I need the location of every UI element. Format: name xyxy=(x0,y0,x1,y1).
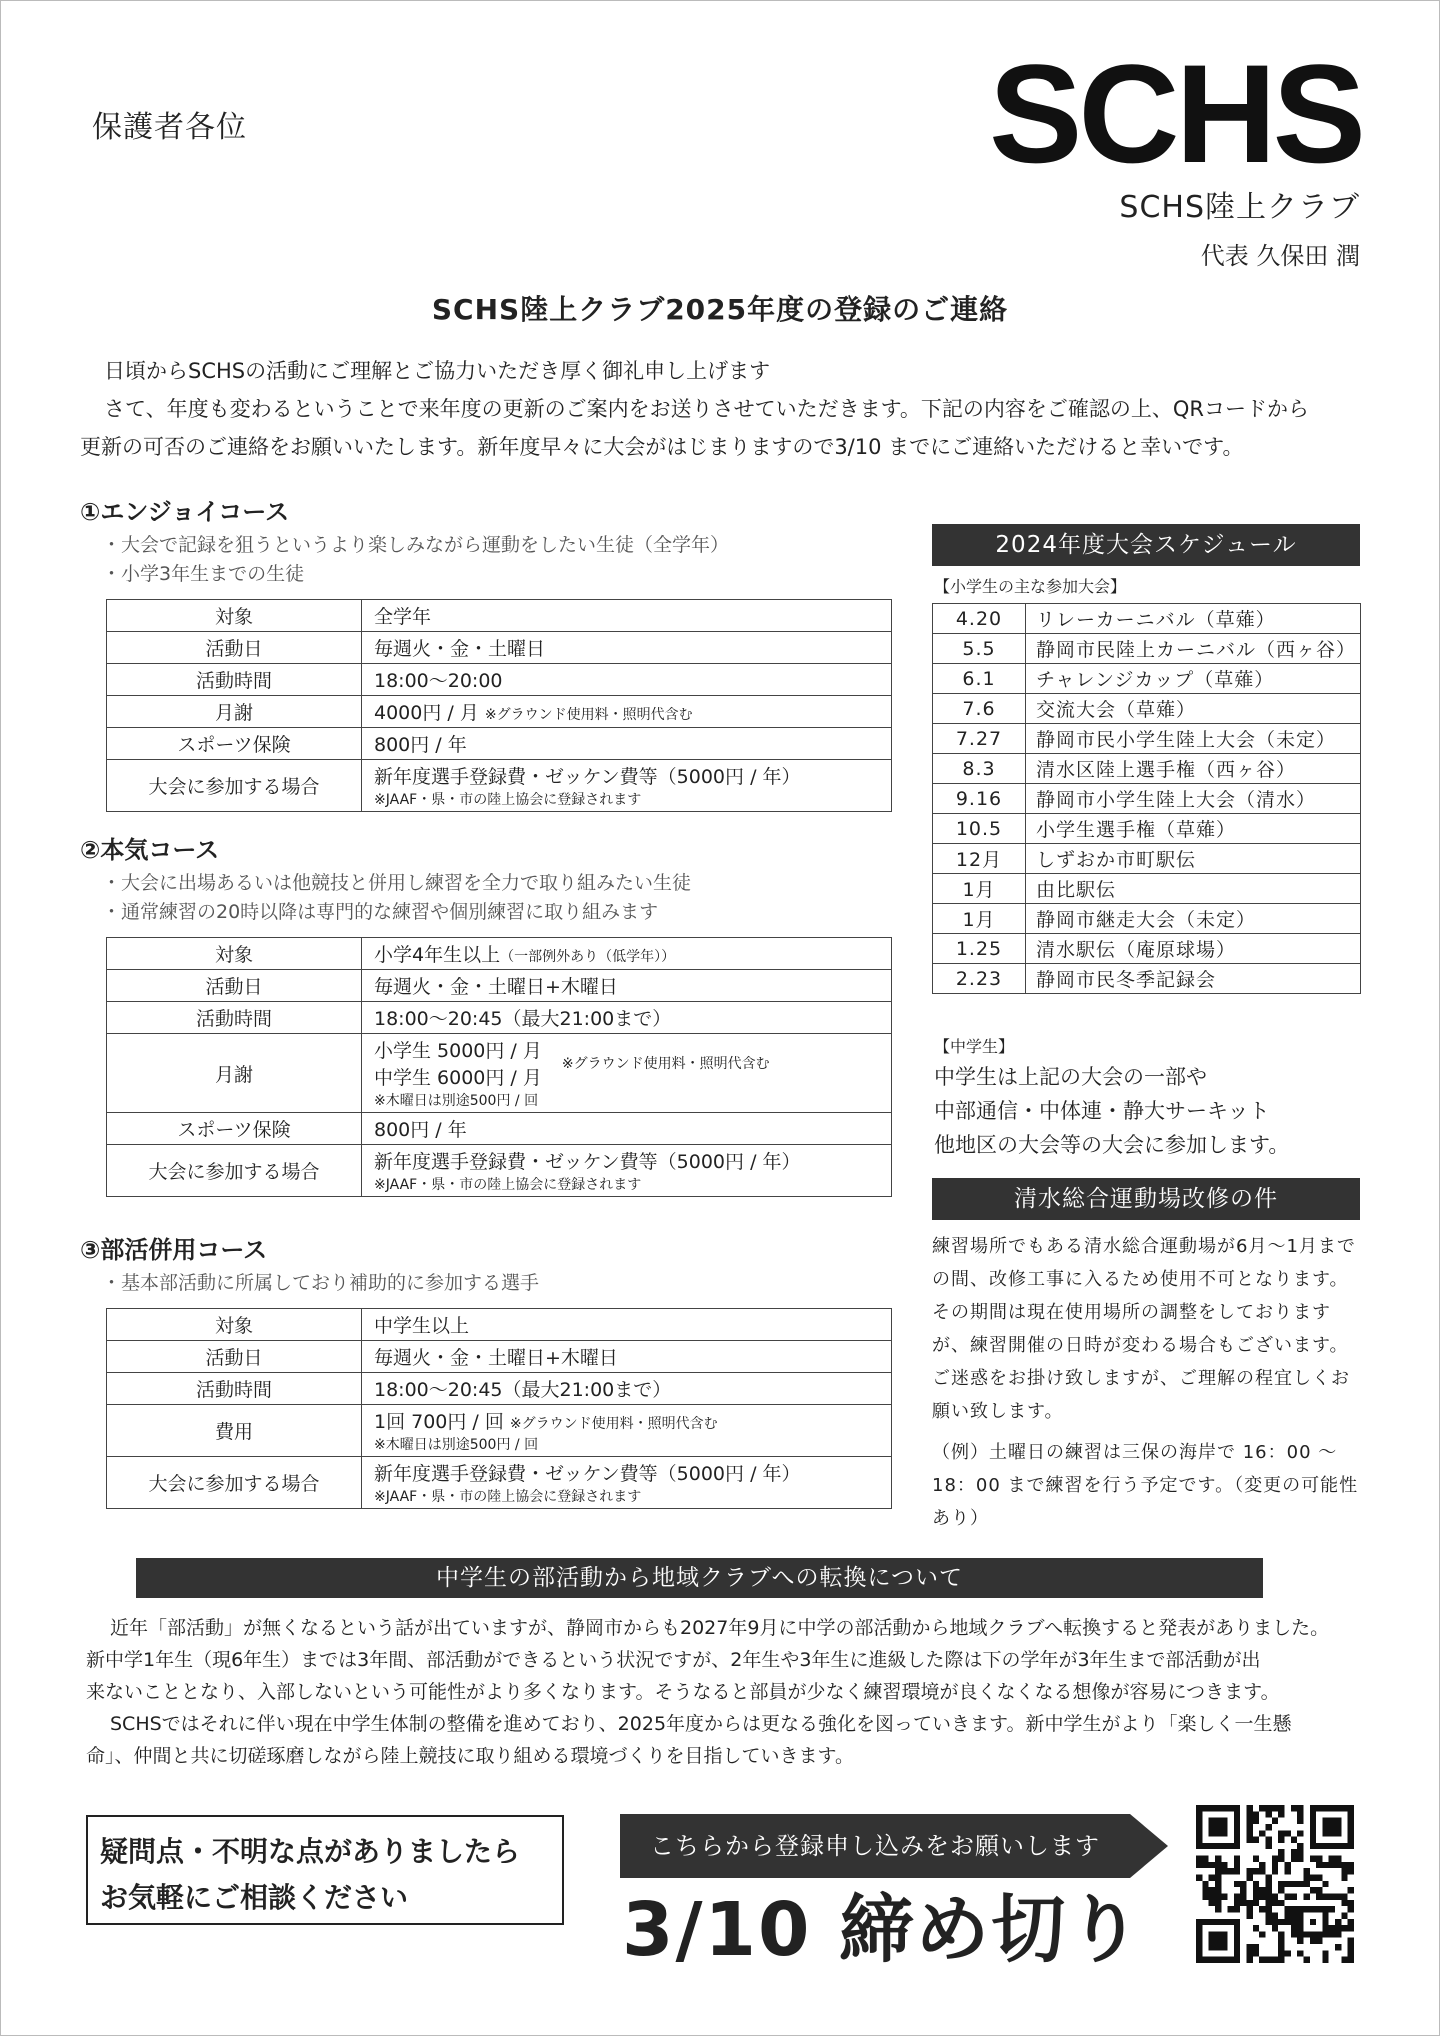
transition-line: SCHSではそれに伴い現在中学生体制の整備を進めており、2025年度からは更なる強化を図っていきます。新中学生がより「楽しく一生懸 xyxy=(110,1713,1292,1735)
schedule-date: 10.5 xyxy=(933,814,1026,844)
course-enjoy xyxy=(80,492,892,812)
contact-box xyxy=(86,1815,564,1925)
fee-thursday: ※木曜日は別途500円 / 回 xyxy=(374,1093,539,1109)
row-value: 800円 / 年 xyxy=(362,728,892,760)
target-value: 小学4年生以上 xyxy=(374,944,501,966)
table-row xyxy=(107,1034,892,1113)
course-table xyxy=(106,937,892,1197)
table-row xyxy=(107,1341,892,1373)
qr-code-icon[interactable] xyxy=(1196,1805,1354,1963)
schedule-row xyxy=(933,964,1361,994)
row-value: 毎週火・金・土曜日+木曜日 xyxy=(362,1341,892,1373)
row-value xyxy=(362,1405,892,1457)
schedule-row xyxy=(933,784,1361,814)
intro-line: さて、年度も変わるということで来年度の更新のご案内をお送りさせていただきます。下記の内容をご確認の上、QRコードから xyxy=(104,397,1310,421)
schedule-event: 由比駅伝 xyxy=(1026,874,1361,904)
schedule-event: 静岡市継走大会（未定） xyxy=(1026,904,1361,934)
intro-line: 更新の可否のご連絡をお願いいたします。新年度早々に大会がはじまりますので3/10 までにご連絡いただけると幸いです。 xyxy=(80,435,1244,459)
table-row xyxy=(107,1113,892,1145)
row-value xyxy=(362,760,892,812)
course-title: ②本気コース xyxy=(80,836,220,864)
addressee: 保護者各位 xyxy=(92,110,247,145)
schedule-row xyxy=(933,604,1361,634)
junior-text xyxy=(934,1060,1289,1162)
table-row xyxy=(107,1309,892,1341)
course-title: ③部活併用コース xyxy=(80,1236,268,1264)
schedule-row xyxy=(933,664,1361,694)
fee-thursday: ※木曜日は別途500円 / 回 xyxy=(374,1437,539,1453)
schedule-row xyxy=(933,724,1361,754)
meet-value: 新年度選手登録費・ゼッケン費等（5000円 / 年） xyxy=(374,766,801,788)
junior-line: 中学生は上記の大会の一部や xyxy=(934,1065,1207,1089)
row-key: 大会に参加する場合 xyxy=(107,1145,362,1197)
schedule-event: 静岡市民小学生陸上大会（未定） xyxy=(1026,724,1361,754)
row-key: スポーツ保険 xyxy=(107,1113,362,1145)
table-row xyxy=(107,1145,892,1197)
row-key: 大会に参加する場合 xyxy=(107,760,362,812)
transition-line: 来ないこととなり、入部しないという可能性がより多くなります。そうなると部員が少なく練習環境が良くなくなる想像が容易につきます。 xyxy=(86,1681,1280,1703)
row-key: 月謝 xyxy=(107,696,362,728)
fee-value: 4000円 / 月 xyxy=(374,702,479,724)
apply-label: こちらから登録申し込みをお願いします xyxy=(650,1832,1100,1860)
schedule-event: チャレンジカップ（草薙） xyxy=(1026,664,1361,694)
row-key: 費用 xyxy=(107,1405,362,1457)
table-row xyxy=(107,728,892,760)
schedule-date: 8.3 xyxy=(933,754,1026,784)
course-club xyxy=(80,1230,892,1509)
schedule-date: 5.5 xyxy=(933,634,1026,664)
row-value xyxy=(362,1145,892,1197)
representative: 代表 久保田 潤 xyxy=(1200,242,1360,270)
row-key: 対象 xyxy=(107,600,362,632)
page-title: SCHS陸上クラブ2025年度の登録のご連絡 xyxy=(431,293,1009,326)
renovation-example: （例）土曜日の練習は三保の海岸で 16：00 ～ 18：00 まで練習を行う予定です。（変更の可能性あり） xyxy=(932,1442,1359,1529)
row-key: 活動日 xyxy=(107,1341,362,1373)
fee-value: 1回 700円 / 回 xyxy=(374,1411,504,1433)
junior-line: 他地区の大会等の大会に参加します。 xyxy=(934,1133,1290,1157)
row-key: 活動日 xyxy=(107,632,362,664)
schedule-event: しずおか市町駅伝 xyxy=(1026,844,1361,874)
fee-note: ※グラウンド使用料・照明代含む xyxy=(509,1416,718,1432)
row-value xyxy=(362,938,892,970)
row-value: 800円 / 年 xyxy=(362,1113,892,1145)
schedule-date: 4.20 xyxy=(933,604,1026,634)
table-row xyxy=(107,1002,892,1034)
table-row xyxy=(107,760,892,812)
schedule-event: 静岡市小学生陸上大会（清水） xyxy=(1026,784,1361,814)
fee-lines xyxy=(374,1036,542,1090)
schedule-date: 7.6 xyxy=(933,694,1026,724)
schedule-date: 7.27 xyxy=(933,724,1026,754)
course-note: ・大会で記録を狙うというより楽しみながら運動をしたい生徒（全学年） xyxy=(102,534,730,556)
junior-line: 中部通信・中体連・静大サーキット xyxy=(934,1099,1270,1123)
table-row xyxy=(107,1373,892,1405)
course-table xyxy=(106,1308,892,1509)
schedule-row xyxy=(933,754,1361,784)
row-key: 活動時間 xyxy=(107,1002,362,1034)
meet-value: 新年度選手登録費・ゼッケン費等（5000円 / 年） xyxy=(374,1151,801,1173)
transition-text xyxy=(86,1612,1386,1772)
course-note: ・基本部活動に所属しており補助的に参加する選手 xyxy=(102,1272,540,1294)
row-value xyxy=(362,696,892,728)
table-row xyxy=(107,1457,892,1509)
course-table xyxy=(106,599,892,812)
schedule-event: 小学生選手権（草薙） xyxy=(1026,814,1361,844)
schedule-row xyxy=(933,904,1361,934)
row-value: 毎週火・金・土曜日+木曜日 xyxy=(362,970,892,1002)
fee-junior: 中学生 6000円 / 月 xyxy=(374,1067,542,1089)
table-row xyxy=(107,664,892,696)
schedule-table xyxy=(932,603,1361,994)
meet-note: ※JAAF・県・市の陸上協会に登録されます xyxy=(374,1177,642,1193)
table-row xyxy=(107,632,892,664)
schedule-event: 静岡市民陸上カーニバル（西ヶ谷） xyxy=(1026,634,1361,664)
junior-label: 【中学生】 xyxy=(934,1037,1015,1056)
fee-elementary: 小学生 5000円 / 月 xyxy=(374,1040,542,1062)
course-serious xyxy=(80,830,892,1197)
intro-text xyxy=(80,352,1370,466)
transition-line: 近年「部活動」が無くなるという話が出ていますが、静岡市からも2027年9月に中学の部活動から地域クラブへ転換すると発表がありました。 xyxy=(110,1617,1330,1639)
course-note: ・通常練習の20時以降は専門的な練習や個別練習に取り組みます xyxy=(102,901,659,923)
intro-line: 日頃からSCHSの活動にご理解とご協力いただき厚く御礼申し上げます xyxy=(104,359,771,383)
row-key: 対象 xyxy=(107,1309,362,1341)
meet-value: 新年度選手登録費・ゼッケン費等（5000円 / 年） xyxy=(374,1463,801,1485)
meet-note: ※JAAF・県・市の陸上協会に登録されます xyxy=(374,792,642,808)
deadline: 3/10 締め切り xyxy=(622,1887,1144,1973)
table-row xyxy=(107,970,892,1002)
schedule-date: 1月 xyxy=(933,904,1026,934)
schedule-row xyxy=(933,934,1361,964)
row-value: 18:00～20:00 xyxy=(362,664,892,696)
row-value xyxy=(362,1457,892,1509)
schedule-event: 清水区陸上選手権（西ヶ谷） xyxy=(1026,754,1361,784)
schedule-row xyxy=(933,694,1361,724)
fee-note: ※グラウンド使用料・照明代含む xyxy=(484,707,693,723)
row-key: 大会に参加する場合 xyxy=(107,1457,362,1509)
row-key: 活動時間 xyxy=(107,1373,362,1405)
course-note: ・大会に出場あるいは他競技と併用し練習を全力で取り組みたい生徒 xyxy=(102,872,692,894)
table-row xyxy=(107,600,892,632)
row-value: 毎週火・金・土曜日 xyxy=(362,632,892,664)
transition-line: 新中学1年生（現6年生）までは3年間、部活動ができるという状況ですが、2年生や3年生に進級した際は下の学年が3年生まで部活動が出 xyxy=(86,1649,1261,1671)
fee-block xyxy=(374,1036,879,1090)
schedule-date: 2.23 xyxy=(933,964,1026,994)
row-key: スポーツ保険 xyxy=(107,728,362,760)
schedule-row xyxy=(933,814,1361,844)
schedule-date: 1.25 xyxy=(933,934,1026,964)
schedule-event: 交流大会（草薙） xyxy=(1026,694,1361,724)
schedule-title: 2024年度大会スケジュール xyxy=(932,524,1360,566)
renovation-title: 清水総合運動場改修の件 xyxy=(932,1178,1360,1220)
schedule-date: 9.16 xyxy=(933,784,1026,814)
transition-line: 命」、仲間と共に切磋琢磨しながら陸上競技に取り組める環境づくりを目指していきます。 xyxy=(86,1745,854,1767)
schedule-date: 6.1 xyxy=(933,664,1026,694)
club-name: SCHS陸上クラブ xyxy=(1119,190,1360,225)
meet-note: ※JAAF・県・市の陸上協会に登録されます xyxy=(374,1489,642,1505)
schedule-subtitle: 【小学生の主な参加大会】 xyxy=(934,577,1127,596)
table-row xyxy=(107,1405,892,1457)
schedule-row xyxy=(933,874,1361,904)
schedule-event: リレーカーニバル（草薙） xyxy=(1026,604,1361,634)
schedule-event: 静岡市民冬季記録会 xyxy=(1026,964,1361,994)
table-row xyxy=(107,938,892,970)
target-note: （一部例外あり（低学年）） xyxy=(500,949,676,965)
contact-line: 疑問点・不明な点がありましたら xyxy=(100,1835,521,1868)
row-value: 18:00～20:45（最大21:00まで） xyxy=(362,1373,892,1405)
fee-line xyxy=(374,1407,879,1434)
transition-title: 中学生の部活動から地域クラブへの転換について xyxy=(136,1558,1263,1598)
schedule-event: 清水駅伝（庵原球場） xyxy=(1026,934,1361,964)
course-note: ・小学3年生までの生徒 xyxy=(102,563,305,585)
fee-note: ※グラウンド使用料・照明代含む xyxy=(561,1056,770,1072)
row-key: 活動時間 xyxy=(107,664,362,696)
schedule-date: 12月 xyxy=(933,844,1026,874)
schedule-row xyxy=(933,634,1361,664)
course-title: ①エンジョイコース xyxy=(80,498,290,526)
schs-logo: SCHS xyxy=(989,35,1362,192)
row-key: 月謝 xyxy=(107,1034,362,1113)
schedule-date: 1月 xyxy=(933,874,1026,904)
contact-line: お気軽にご相談ください xyxy=(100,1881,409,1914)
row-value xyxy=(362,1034,892,1113)
row-value: 中学生以上 xyxy=(362,1309,892,1341)
row-key: 活動日 xyxy=(107,970,362,1002)
row-value: 18:00～20:45（最大21:00まで） xyxy=(362,1002,892,1034)
row-key: 対象 xyxy=(107,938,362,970)
renovation-text xyxy=(932,1230,1364,1543)
row-value: 全学年 xyxy=(362,600,892,632)
renovation-body: 練習場所でもある清水総合運動場が6月～1月までの間、改修工事に入るため使用不可となります。その期間は現在使用場所の調整をしておりますが、練習開催の日時が変わる場合もございます。ご迷惑をお掛け致しますが、ご理解の程宜しくお願い致します。 xyxy=(932,1236,1356,1422)
table-row xyxy=(107,696,892,728)
schedule-row xyxy=(933,844,1361,874)
